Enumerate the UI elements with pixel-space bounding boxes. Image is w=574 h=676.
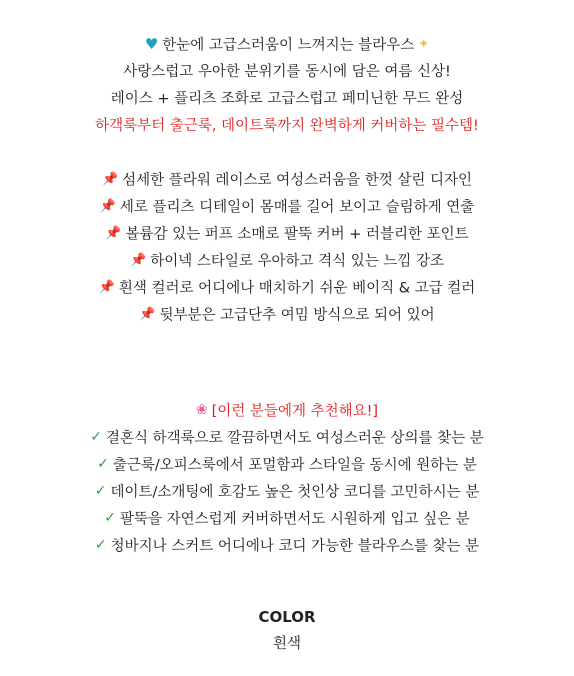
feature-item <box>0 221 574 248</box>
check-icon: ✓ <box>94 483 107 499</box>
recommend-title-line <box>0 398 574 425</box>
recommend-item <box>0 425 574 452</box>
color-section <box>0 603 574 658</box>
recommend-item <box>0 533 574 560</box>
intro-line-4: 하객룩부터 출근룩, 데이트룩까지 완벽하게 커버하는 필수템! <box>95 118 479 134</box>
pin-icon: 📌 <box>101 172 119 187</box>
recommend-text: 결혼식 하객룩으로 깔끔하면서도 여성스러운 상의를 찾는 분 <box>105 430 484 447</box>
feature-item <box>0 194 574 221</box>
feature-text: 볼륨감 있는 퍼프 소매로 팔뚝 커버 + 러블리한 포인트 <box>125 226 469 243</box>
color-value: 흰색 <box>272 636 301 652</box>
feature-item <box>0 302 574 329</box>
pin-icon: 📌 <box>99 199 116 214</box>
feature-item <box>0 275 574 302</box>
intro-section <box>0 32 574 140</box>
recommend-text: 출근룩/오피스룩에서 포멀함과 스타일을 동시에 원하는 분 <box>112 457 477 474</box>
recommend-item <box>0 479 574 506</box>
feature-text: 섬세한 플라워 레이스로 여성스러움을 한껏 살린 디자인 <box>122 172 472 189</box>
feature-text: 흰색 컬러로 어디에나 매치하기 쉬운 베이직 & 고급 컬러 <box>118 280 476 297</box>
recommend-section <box>0 398 574 560</box>
pin-icon: 📌 <box>130 253 147 268</box>
intro-line-2: 사랑스럽고 우아한 분위기를 동시에 담은 여름 신상! <box>123 64 451 80</box>
recommend-item <box>0 452 574 479</box>
recommend-text: 팔뚝을 자연스럽게 커버하면서도 시원하게 입고 싶은 분 <box>119 511 470 528</box>
color-title: COLOR <box>258 608 316 626</box>
feature-text: 뒷부분은 고급단추 여밈 방식으로 되어 있어 <box>159 307 435 324</box>
intro-headline-line <box>0 32 574 59</box>
pin-icon: 📌 <box>139 307 156 322</box>
intro-line-3: 레이스 + 플리츠 조화로 고급스럽고 페미닌한 무드 완성 <box>110 91 464 107</box>
recommend-item <box>0 506 574 533</box>
recommend-text: 청바지나 스커트 어디에나 코디 가능한 블라우스를 찾는 분 <box>110 538 480 555</box>
check-icon: ✓ <box>90 429 102 445</box>
features-section <box>0 167 574 329</box>
pin-icon: 📌 <box>98 280 115 295</box>
sparkle-icon: ✦ <box>418 37 430 52</box>
feature-item <box>0 248 574 275</box>
feature-item <box>0 167 574 194</box>
check-icon: ✓ <box>97 456 109 472</box>
feature-text: 세로 플리츠 디테일이 몸매를 길어 보이고 슬림하게 연출 <box>119 199 475 216</box>
check-icon: ✓ <box>94 537 107 553</box>
feature-text: 하이넥 스타일로 우아하고 격식 있는 느낌 강조 <box>150 253 444 270</box>
recommend-title: [이런 분들에게 추천해요!] <box>211 403 379 420</box>
recommend-text: 데이트/소개팅에 호감도 높은 첫인상 코디를 고민하시는 분 <box>110 484 480 501</box>
check-icon: ✓ <box>104 510 116 526</box>
intro-headline: 한눈에 고급스러움이 느껴지는 블라우스 <box>162 37 415 54</box>
heart-icon: ♥ <box>144 35 159 53</box>
pin-icon: 📌 <box>105 226 122 241</box>
flower-icon: ❀ <box>195 402 208 418</box>
